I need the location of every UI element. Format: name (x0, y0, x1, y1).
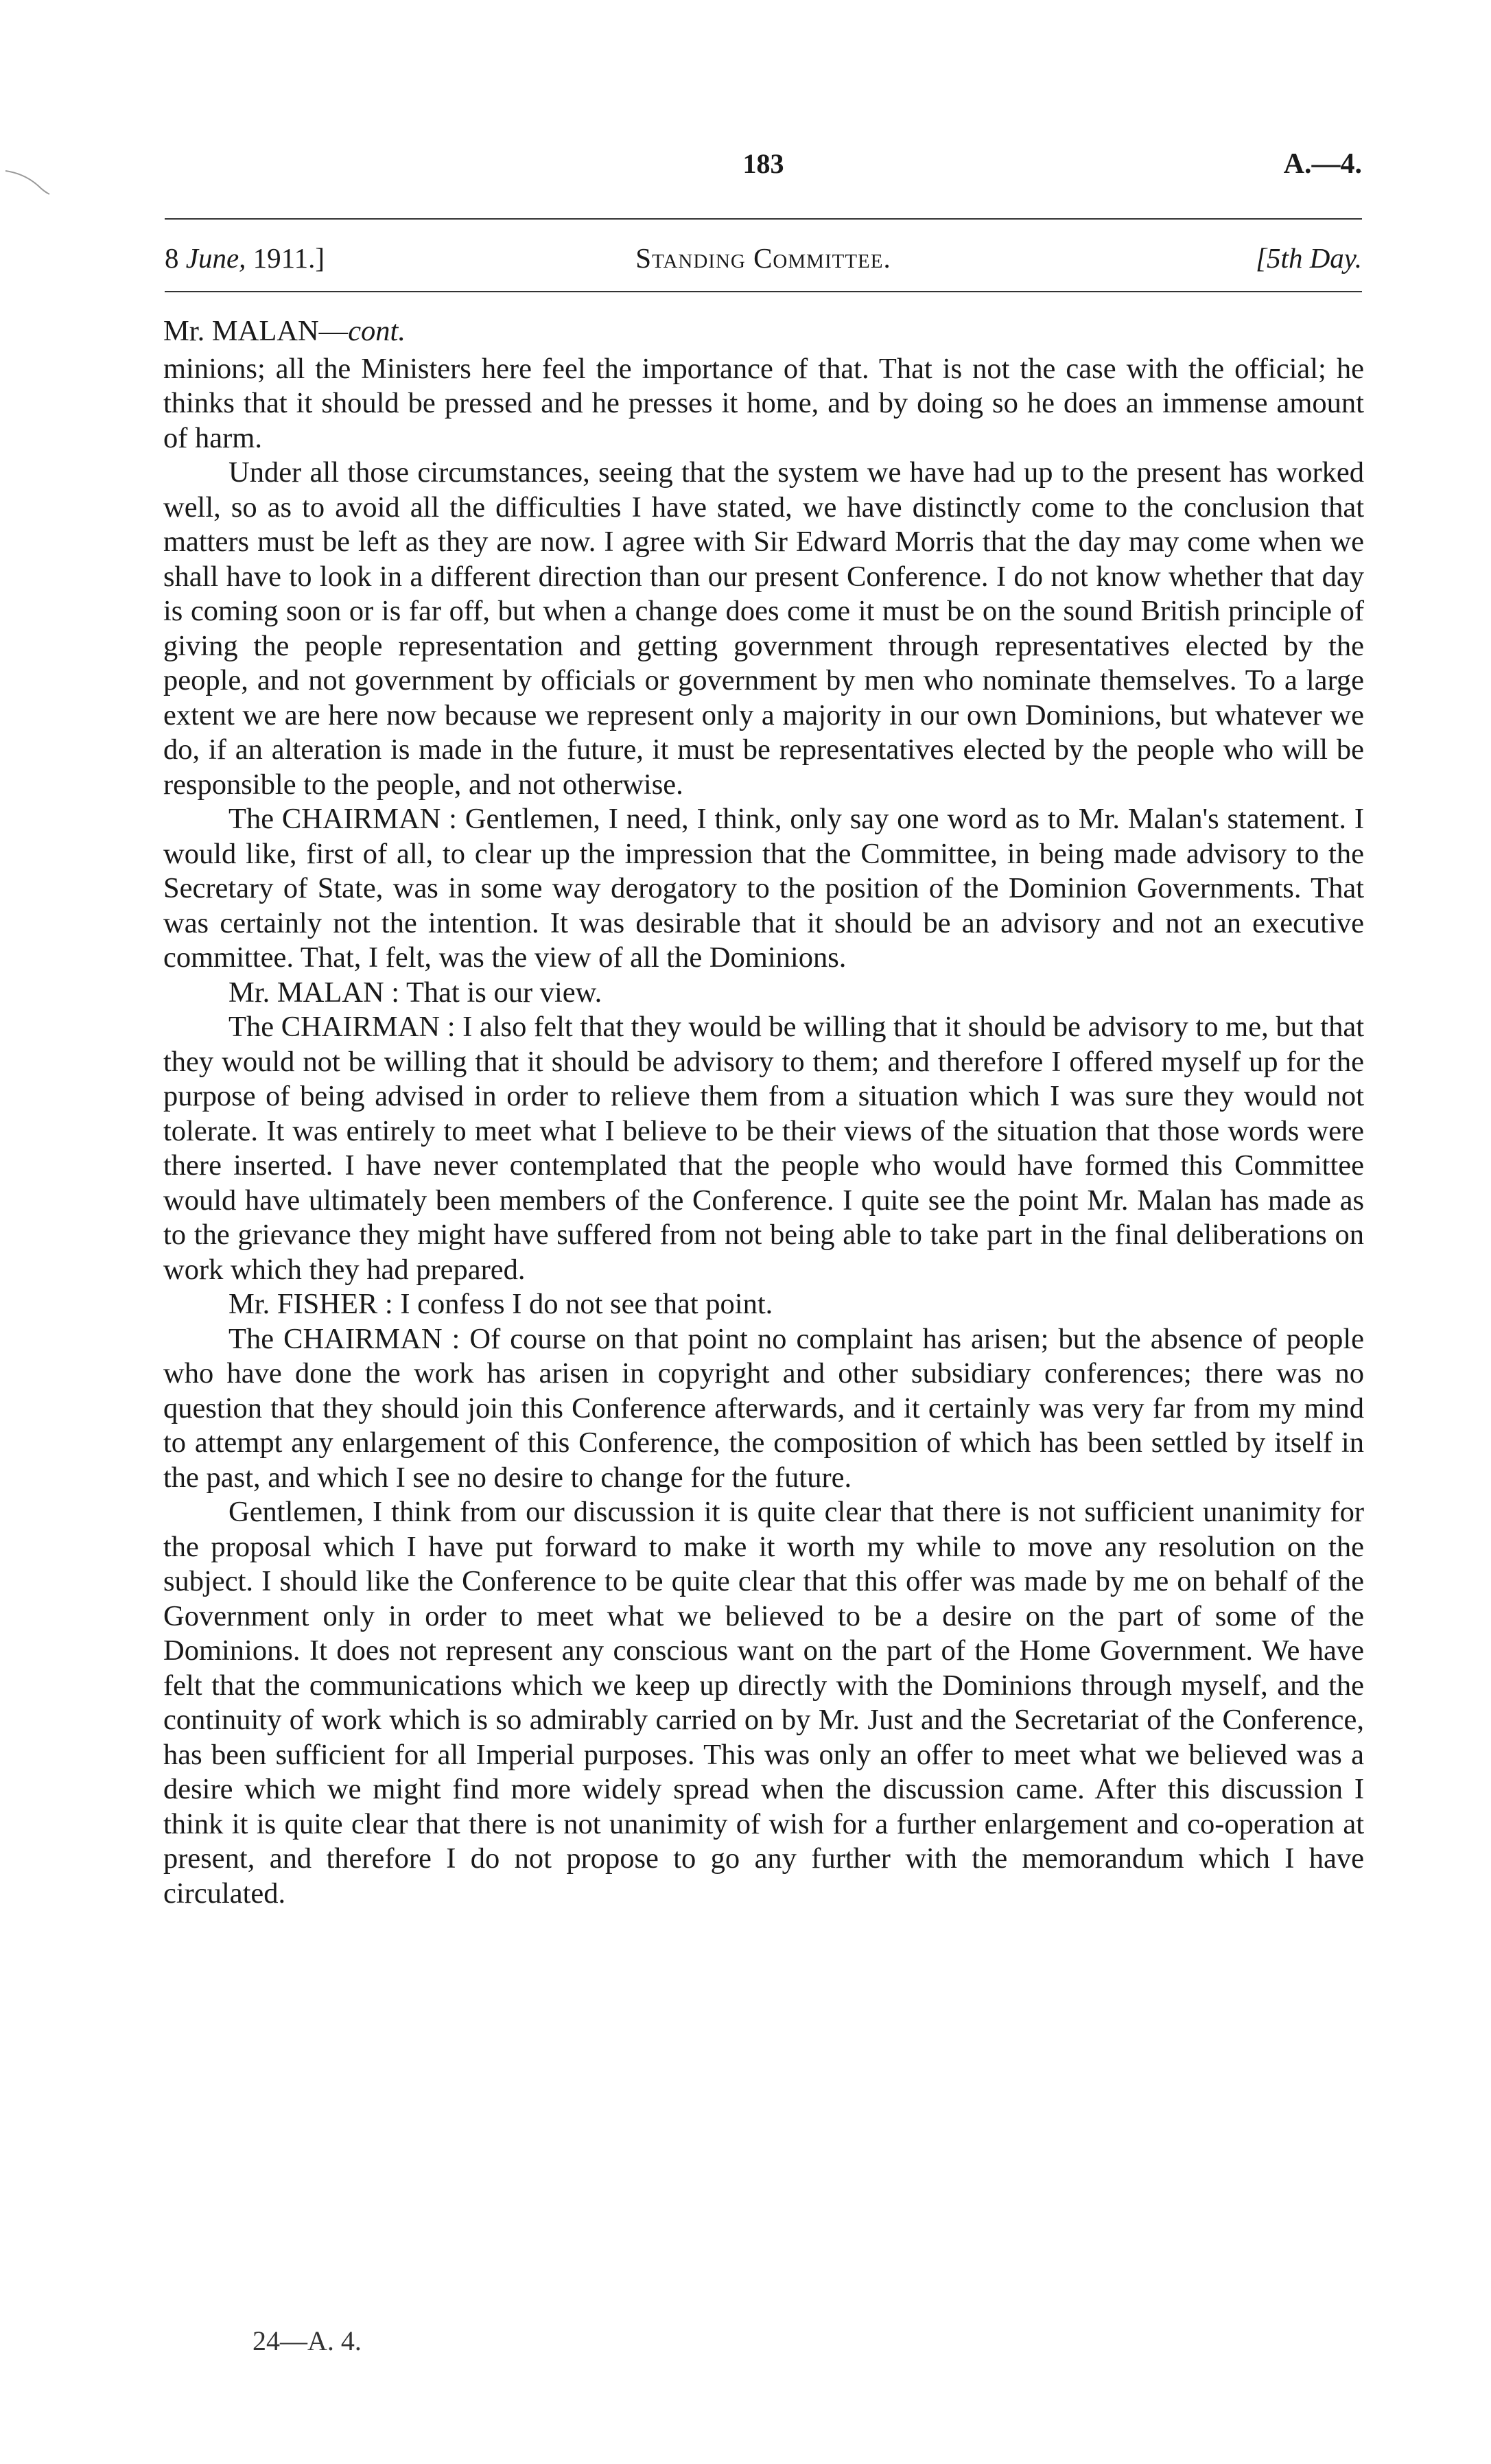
page-number: 183 (742, 148, 784, 179)
printer-signature: 24—A. 4. (253, 2325, 362, 2356)
paragraph: Under all those circumstances, seeing that the system we have had up to the present has worked well, so as to avoid all the difficulties I have stated, we have distinctly come to the conclusion that matters must be left as they are now. I agree with Sir Edward Morris that the day may come when we shall have to look in a different direction than our present Conference. I do not know whether that day is coming soon or is far off, but when a change does come it must be on the sound British principle of giving the people representation and getting government through representatives elected by the people, and not government by officials or government by men who nominate themselves. To a large extent we are here now because we represent only a majority in our own Dominions, but whatever we do, if an alteration is made in the future, it must be representatives elected by the people who will be responsible to the people, and not otherwise. (163, 456, 1364, 801)
paragraph: Mr. MALAN : That is our view. (228, 976, 602, 1009)
body-text (163, 314, 1364, 1911)
paragraph: The CHAIRMAN : Of course on that point no complaint has arisen; but the absence of people who have done the work has arisen in copyright and other subsidiary conferences; there was no question that they should join this Conference afterwards, and it certainly was very far from my mind to attempt any enlargement of this Conference, the composition of which has been settled by itself in the past, and which I see no desire to change for the future. (163, 1322, 1364, 1494)
paragraph: Gentlemen, I think from our discussion it is quite clear that there is not sufficient unanimity for the proposal which I have put forward to make it worth my while to move any resolution on the subject. I should like the Conference to be quite clear that this offer was made by me on behalf of the Government only in order to meet what we believed to be a desire on the part of some of the Dominions. It does not represent any conscious want on the part of the Home Government. We have felt that the communications which we keep up directly with the Dominions through myself, and the continuity of work which is so admirably carried on by Mr. Just and the Secretariat of the Conference, has been sufficient for all Imperial purposes. This was only an offer to meet what we believed was a desire which we might find more widely spread when the discussion came. After this discussion I think it is quite clear that there is not unanimity of wish for a further enlargement and co-operation at present, and therefore I do not propose to go any further with the memorandum which I have circulated. (163, 1496, 1364, 1910)
paragraph: The CHAIRMAN : Gentlemen, I need, I think, only say one word as to Mr. Malan's statement. I would like, first of all, to clear up the impression that the Committee, in being made advisory to the Secretary of State, was in some way derogatory to the position of the Dominion Governments. That was certainly not the intention. It was desirable that it should be an advisory and not an executive committee. That, I felt, was the view of all the Dominions. (163, 803, 1364, 974)
running-head (165, 242, 1362, 283)
header-rule-bottom (165, 291, 1362, 292)
paragraph: minions; all the Ministers here feel the importance of that. That is not the case with the official; he thinks that it should be pressed and he presses it home, and by doing so he does an immense amount of harm. (163, 352, 1364, 454)
document-reference: A.—4. (1283, 148, 1362, 180)
running-head-date: 8 June, 1911.] (165, 242, 325, 274)
paragraph: Mr. FISHER : I confess I do not see that point. (228, 1288, 773, 1320)
speaker-continuation: Mr. MALAN—cont. (163, 315, 406, 347)
scan-mark (4, 161, 52, 202)
header-rule-top (165, 218, 1362, 220)
paragraph: The CHAIRMAN : I also felt that they would be willing that it should be advisory to me, but that they would not be willing that it should be advisory to them; and therefore I offered myself up for the purpose of being advised in order to relieve them from a situation which I was sure they would not tolerate. It was entirely to meet what I believe to be their views of the situation that those words were there inserted. I have never contemplated that the people who would have formed this Committee would have ultimately been members of the Conference. I quite see the point Mr. Malan has made as to the grievance they might have suffered from not being able to take part in the final deliberations on work which they had prepared. (163, 1011, 1364, 1286)
page-header (165, 148, 1362, 189)
running-head-day: [5th Day. (1256, 242, 1362, 274)
running-head-title: Standing Committee. (635, 242, 891, 274)
